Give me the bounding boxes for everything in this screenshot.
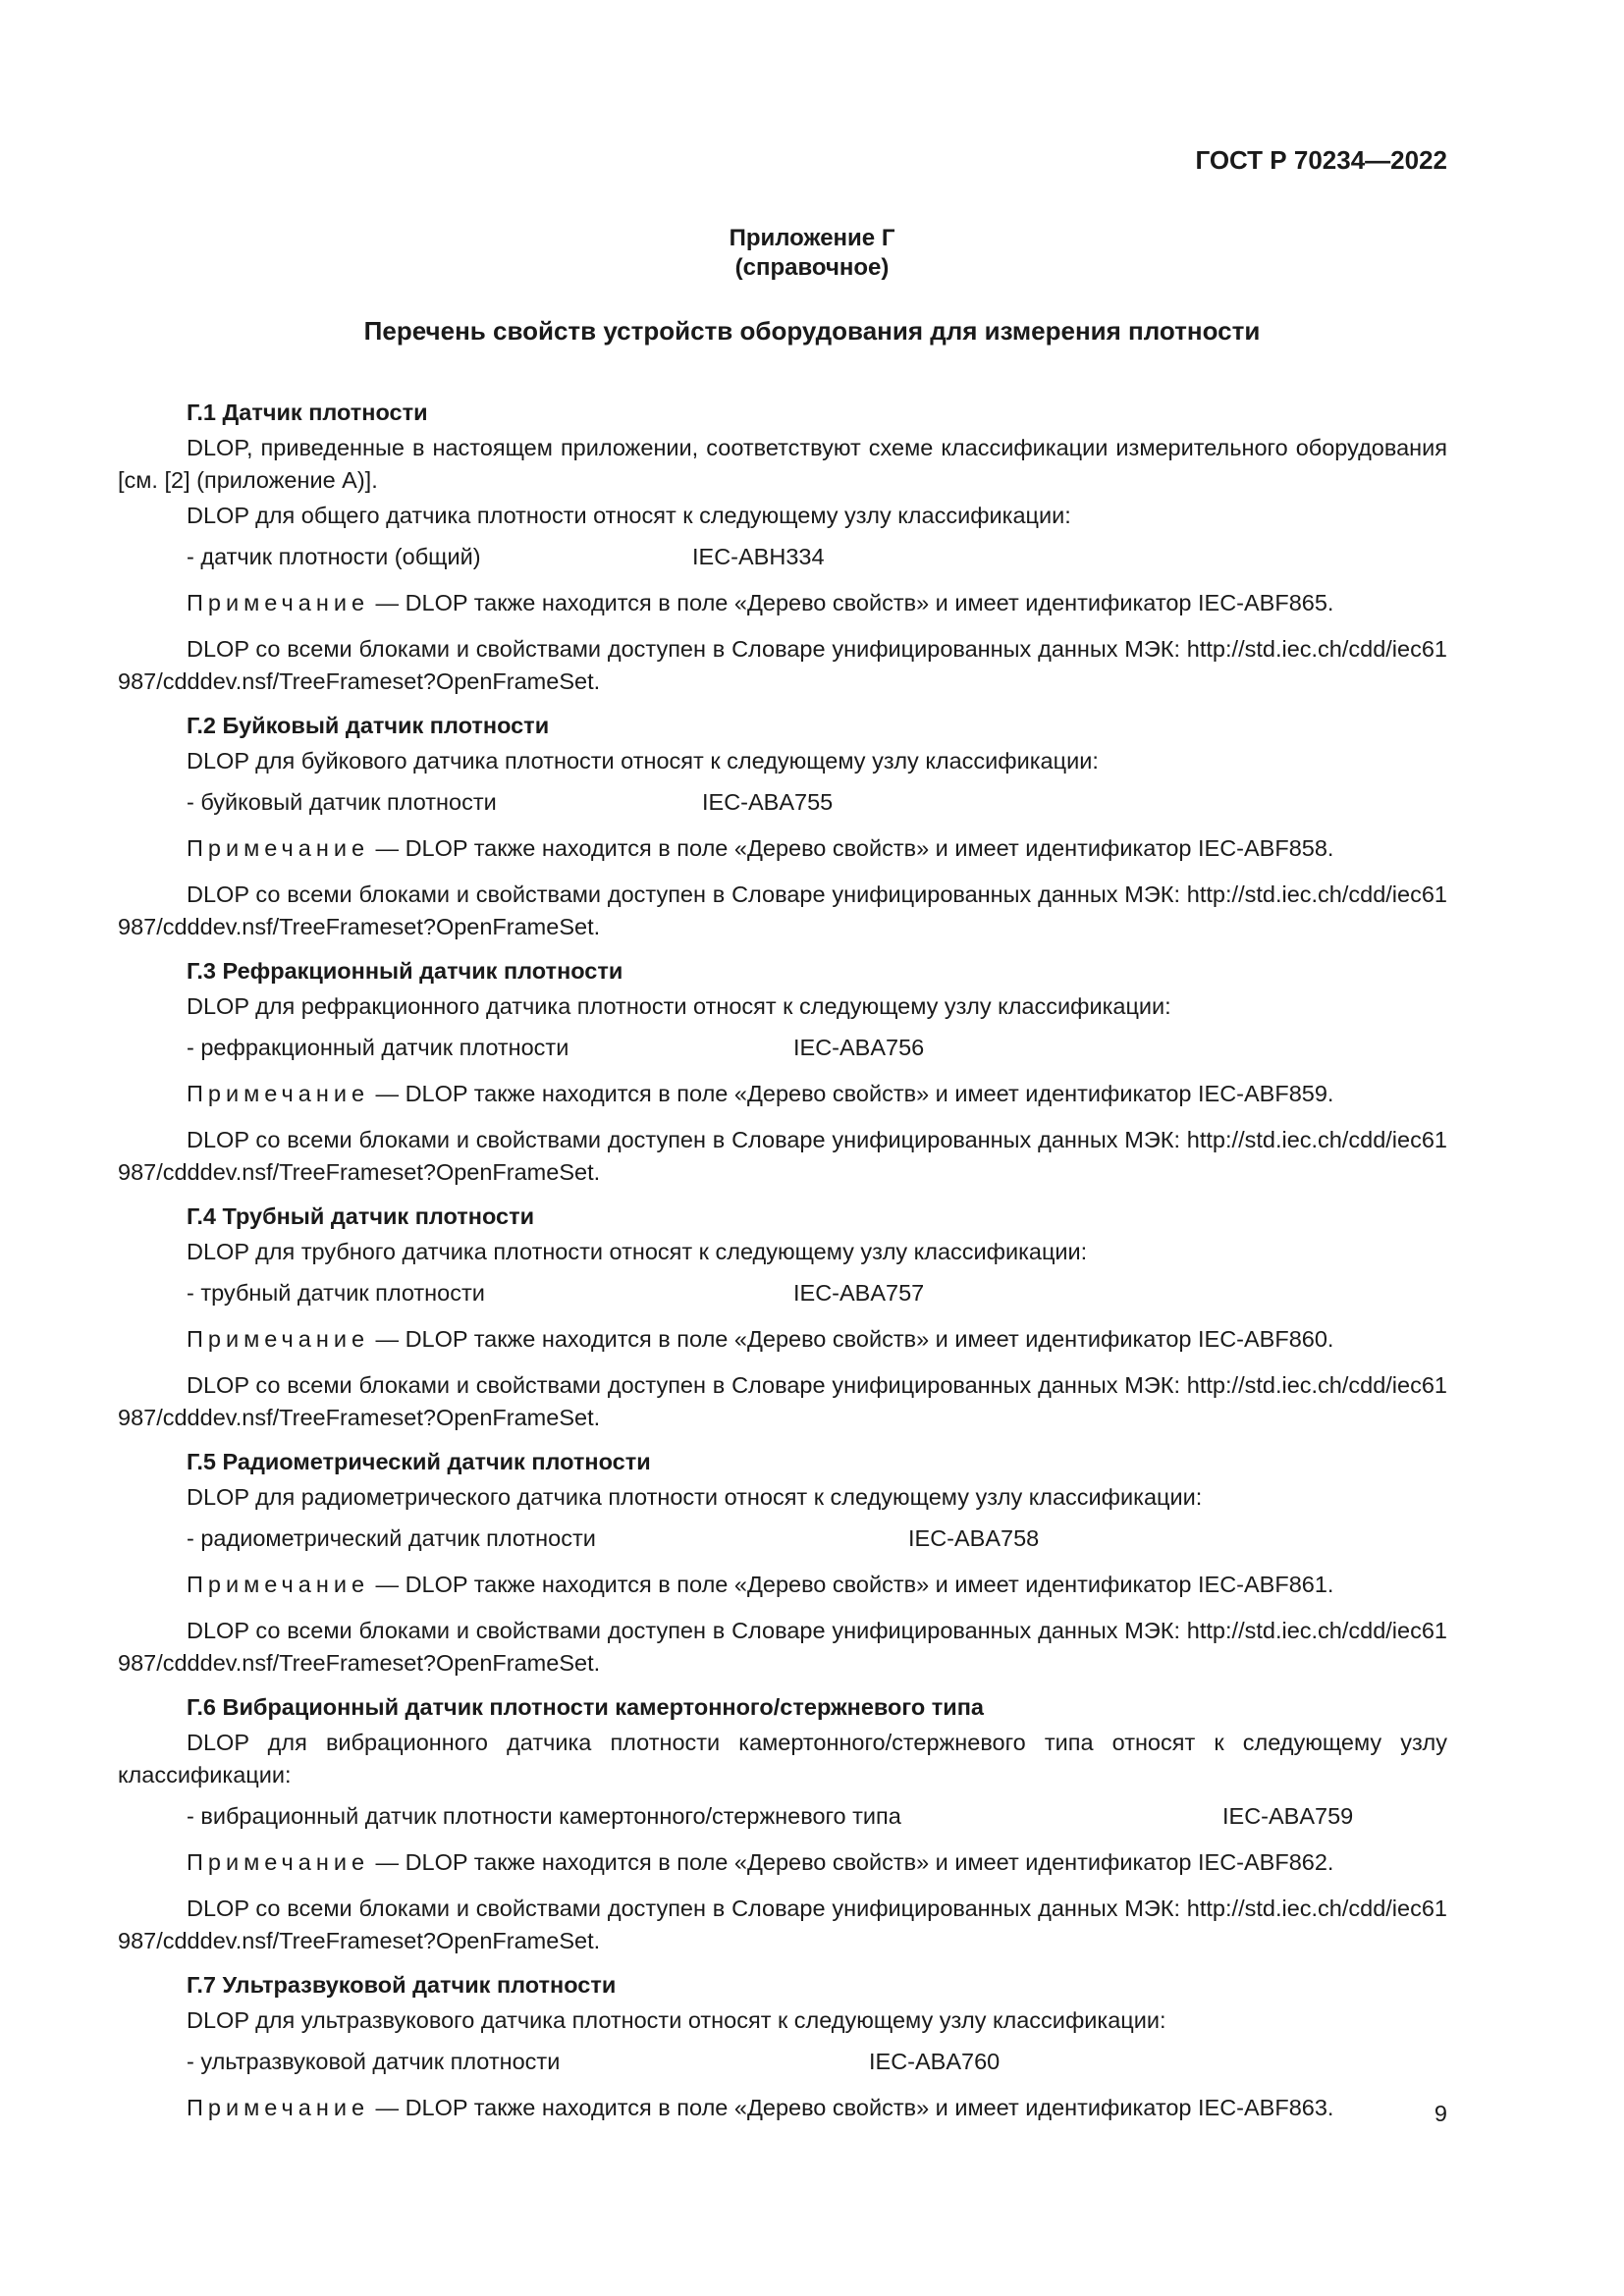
note-prefix: Примечание (187, 1326, 370, 1352)
section-heading: Г.5 Радиометрический датчик плотности (187, 1449, 651, 1474)
section-g6 (118, 1691, 1447, 1957)
page-number: 9 (1434, 2101, 1447, 2126)
paragraph: DLOP для вибрационного датчика плотности камертонного/стержневого типа относят к следующему узлу классификации: (118, 1730, 1447, 1788)
cdd-link-paragraph: DLOP со всеми блоками и свойствами доступен в Словаре унифицированных данных МЭК: http://std.iec.ch/cdd/iec61987/cdddev.nsf/TreeFrameset?OpenFrameSet. (118, 1127, 1447, 1185)
classification-item (118, 541, 1447, 573)
classification-item (118, 2046, 1447, 2078)
section-heading: Г.3 Рефракционный датчик плотности (187, 958, 623, 984)
note (118, 1078, 1447, 1110)
note (118, 1846, 1447, 1879)
section-g7 (118, 1969, 1447, 2124)
section-g5 (118, 1446, 1447, 1680)
note (118, 2092, 1447, 2124)
note-text: — DLOP также находится в поле «Дерево свойств» и имеет идентификатор IEC-ABF861. (369, 1572, 1334, 1597)
note-prefix: Примечание (187, 2095, 370, 2120)
note (118, 832, 1447, 865)
item-label: - рефракционный датчик плотности (187, 1035, 569, 1060)
note (118, 1323, 1447, 1356)
item-label: - датчик плотности (общий) (187, 544, 481, 569)
paragraph: DLOP для радиометрического датчика плотности относят к следующему узлу классификации: (187, 1484, 1203, 1510)
note-prefix: Примечание (187, 1081, 370, 1106)
item-code: IEC-ABA756 (793, 1035, 925, 1060)
item-code: IEC-ABH334 (692, 544, 825, 569)
section-g2 (118, 710, 1447, 943)
item-code: IEC-ABA759 (1222, 1803, 1354, 1829)
note-text: — DLOP также находится в поле «Дерево свойств» и имеет идентификатор IEC-ABF858. (369, 835, 1334, 861)
section-g4 (118, 1201, 1447, 1434)
classification-item (118, 1522, 1447, 1555)
section-heading: Г.4 Трубный датчик плотности (187, 1203, 535, 1229)
paragraph: DLOP для ультразвукового датчика плотности относят к следующему узлу классификации: (187, 2007, 1166, 2033)
appendix-subtitle: (справочное) (734, 254, 890, 281)
classification-item (118, 1800, 1447, 1833)
note-text: — DLOP также находится в поле «Дерево свойств» и имеет идентификатор IEC-ABF865. (369, 590, 1334, 615)
cdd-link-paragraph: DLOP со всеми блоками и свойствами доступен в Словаре унифицированных данных МЭК: http://std.iec.ch/cdd/iec61987/cdddev.nsf/TreeFrameset?OpenFrameSet. (118, 1618, 1447, 1676)
paragraph: DLOP для общего датчика плотности относят к следующему узлу классификации: (187, 503, 1071, 528)
note-prefix: Примечание (187, 1849, 370, 1875)
item-label: - трубный датчик плотности (187, 1280, 485, 1306)
cdd-link-paragraph: DLOP со всеми блоками и свойствами доступен в Словаре унифицированных данных МЭК: http://std.iec.ch/cdd/iec61987/cdddev.nsf/TreeFrameset?OpenFrameSet. (118, 1896, 1447, 1953)
page-title: Перечень свойств устройств оборудования для измерения плотности (363, 316, 1261, 346)
note-text: — DLOP также находится в поле «Дерево свойств» и имеет идентификатор IEC-ABF862. (369, 1849, 1334, 1875)
section-g1 (118, 397, 1447, 698)
note (118, 587, 1447, 619)
paragraph: DLOP для рефракционного датчика плотности относят к следующему узлу классификации: (187, 993, 1171, 1019)
paragraph: DLOP, приведенные в настоящем приложении, соответствуют схеме классификации измерительного оборудования [см. [2] (приложение А)]. (118, 435, 1447, 493)
note-prefix: Примечание (187, 590, 370, 615)
note-prefix: Примечание (187, 835, 370, 861)
section-heading: Г.2 Буйковый датчик плотности (187, 713, 550, 738)
classification-item (118, 1277, 1447, 1309)
note-text: — DLOP также находится в поле «Дерево свойств» и имеет идентификатор IEC-ABF863. (369, 2095, 1334, 2120)
note (118, 1569, 1447, 1601)
classification-item (118, 786, 1447, 819)
appendix-heading (0, 224, 1624, 283)
cdd-link-paragraph: DLOP со всеми блоками и свойствами доступен в Словаре унифицированных данных МЭК: http://std.iec.ch/cdd/iec61987/cdddev.nsf/TreeFrameset?OpenFrameSet. (118, 881, 1447, 939)
cdd-link-paragraph: DLOP со всеми блоками и свойствами доступен в Словаре унифицированных данных МЭК: http://std.iec.ch/cdd/iec61987/cdddev.nsf/TreeFrameset?OpenFrameSet. (118, 1372, 1447, 1430)
appendix-title: Приложение Г (729, 225, 895, 251)
note-text: — DLOP также находится в поле «Дерево свойств» и имеет идентификатор IEC-ABF860. (369, 1326, 1334, 1352)
item-label: - вибрационный датчик плотности камертонного/стержневого типа (187, 1803, 901, 1829)
item-label: - буйковый датчик плотности (187, 789, 497, 815)
section-heading: Г.6 Вибрационный датчик плотности камертонного/стержневого типа (187, 1694, 984, 1720)
section-g3 (118, 955, 1447, 1189)
item-code: IEC-ABA757 (793, 1280, 925, 1306)
item-label: - ультразвуковой датчик плотности (187, 2049, 561, 2074)
note-text: — DLOP также находится в поле «Дерево свойств» и имеет идентификатор IEC-ABF859. (369, 1081, 1334, 1106)
paragraph: DLOP для буйкового датчика плотности относят к следующему узлу классификации: (187, 748, 1099, 774)
item-code: IEC-ABA760 (869, 2049, 1001, 2074)
section-heading: Г.7 Ультразвуковой датчик плотности (187, 1972, 617, 1998)
document-code: ГОСТ Р 70234—2022 (1195, 145, 1447, 175)
item-label: - радиометрический датчик плотности (187, 1525, 596, 1551)
classification-item (118, 1032, 1447, 1064)
section-heading: Г.1 Датчик плотности (187, 400, 428, 425)
note-prefix: Примечание (187, 1572, 370, 1597)
cdd-link-paragraph: DLOP со всеми блоками и свойствами доступен в Словаре унифицированных данных МЭК: http://std.iec.ch/cdd/iec61987/cdddev.nsf/TreeFrameset?OpenFrameSet. (118, 636, 1447, 694)
paragraph: DLOP для трубного датчика плотности относят к следующему узлу классификации: (187, 1239, 1088, 1264)
document-body (118, 397, 1447, 2136)
item-code: IEC-ABA758 (908, 1525, 1040, 1551)
item-code: IEC-ABA755 (702, 789, 834, 815)
